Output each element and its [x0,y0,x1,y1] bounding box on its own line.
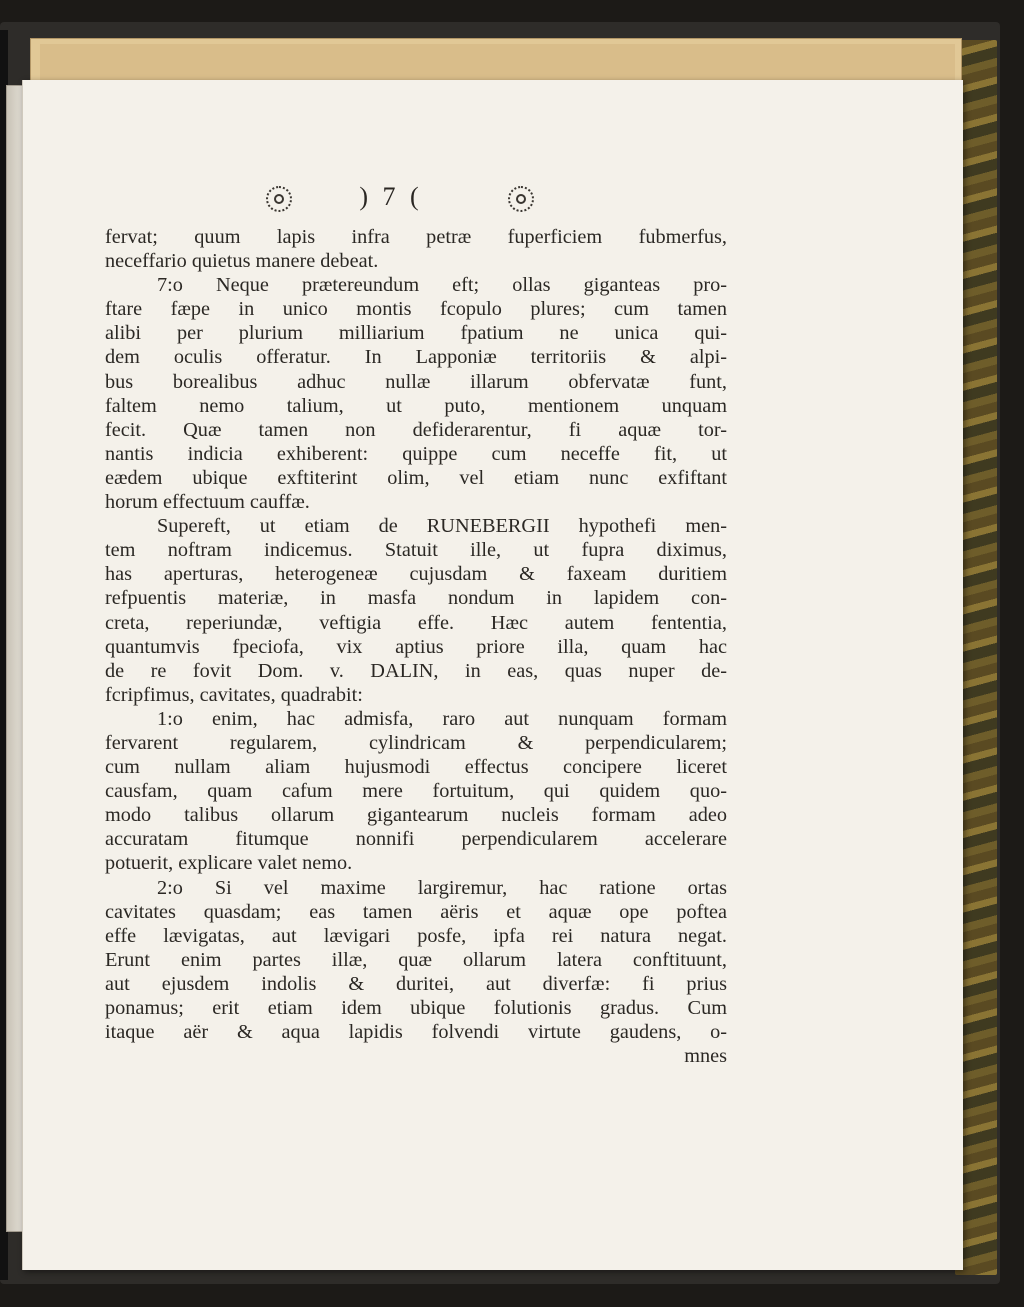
text-line: fecit. Quæ tamen non defiderarentur, fi aquæ tor- [105,418,727,441]
text-line: eædem ubique exftiterint olim, vel etiam nunc exfiftant [105,466,727,489]
text-line: accuratam fitumque nonnifi perpendicularem accelerare [105,828,727,851]
ornament-icon [266,186,292,212]
text-line: alibi per plurium milliarium fpatium ne unica qui- [105,322,727,345]
text-line: fervarent regularem, cylindricam & perpendicularem; [105,731,727,754]
page-number: ) 7 ( [359,182,423,211]
text-line: faltem nemo talium, ut puto, mentionem unquam [105,394,727,417]
text-line: itaque aër & aqua lapidis folvendi virtute gaudens, o- [105,1021,727,1044]
text-line: modo talibus ollarum gigantearum nucleis formam adeo [105,804,727,827]
underlying-page-edge [40,44,955,84]
text-line: Supereft, ut etiam de RUNEBERGII hypothefi men- [157,515,727,538]
text-line: has aperturas, heterogeneæ cujusdam & faxeam duritiem [105,563,727,586]
text-line: quantumvis fpeciofa, vix aptius priore illa, quam hac [105,635,727,658]
text-line: tem noftram indicemus. Statuit ille, ut fupra diximus, [105,539,727,562]
text-line: cavitates quasdam; eas tamen aëris et aquæ ope poftea [105,900,727,923]
text-line: causfam, quam cafum mere fortuitum, qui quidem quo- [105,780,727,803]
text-line: fcripfimus, cavitates, quadrabit: [105,683,363,706]
text-line: 2:o Si vel maxime largiremur, hac ratione ortas [157,876,727,899]
text-line: dem oculis offeratur. In Lapponiæ territoriis & alpi- [105,346,727,369]
text-line: creta, reperiundæ, veftigia effe. Hæc autem fententia, [105,611,727,634]
text-line: potuerit, explicare valet nemo. [105,852,353,875]
text-line: aut ejusdem indolis & duritei, aut diverfæ: fi prius [105,972,727,995]
text-line: 1:o enim, hac admisfa, raro aut nunquam formam [157,707,727,730]
text-line: effe lævigatas, aut lævigari posfe, ipfa rei natura negat. [105,924,727,947]
text-line: de re fovit Dom. v. DALIN, in eas, quas nuper de- [105,659,727,682]
catchword: mnes [684,1045,727,1068]
text-line: neceffario quietus manere debeat. [105,250,379,273]
text-line: nantis indicia exhiberent: quippe cum neceffe fit, ut [105,442,727,465]
text-line: Erunt enim partes illæ, quæ ollarum latera conftituunt, [105,948,727,971]
text-line: 7:o Neque prætereundum eft; ollas giganteas pro- [157,274,727,297]
page-header [258,182,558,222]
text-line: fervat; quum lapis infra petræ fuperficiem fubmerfus, [105,226,727,248]
page-text [105,225,727,1068]
text-line: ponamus; erit etiam idem ubique folutionis gradus. Cum [105,997,727,1019]
text-line: ftare fæpe in unico montis fcopulo plures; cum tamen [105,298,727,321]
text-line: horum effectuum cauffæ. [105,491,310,514]
ornament-icon [508,186,534,212]
text-line: refpuentis materiæ, in masfa nondum in lapidem con- [105,587,727,610]
text-line: cum nullam aliam hujusmodi effectus concipere liceret [105,756,727,779]
text-line: bus borealibus adhuc nullæ illarum obfervatæ funt, [105,370,727,393]
